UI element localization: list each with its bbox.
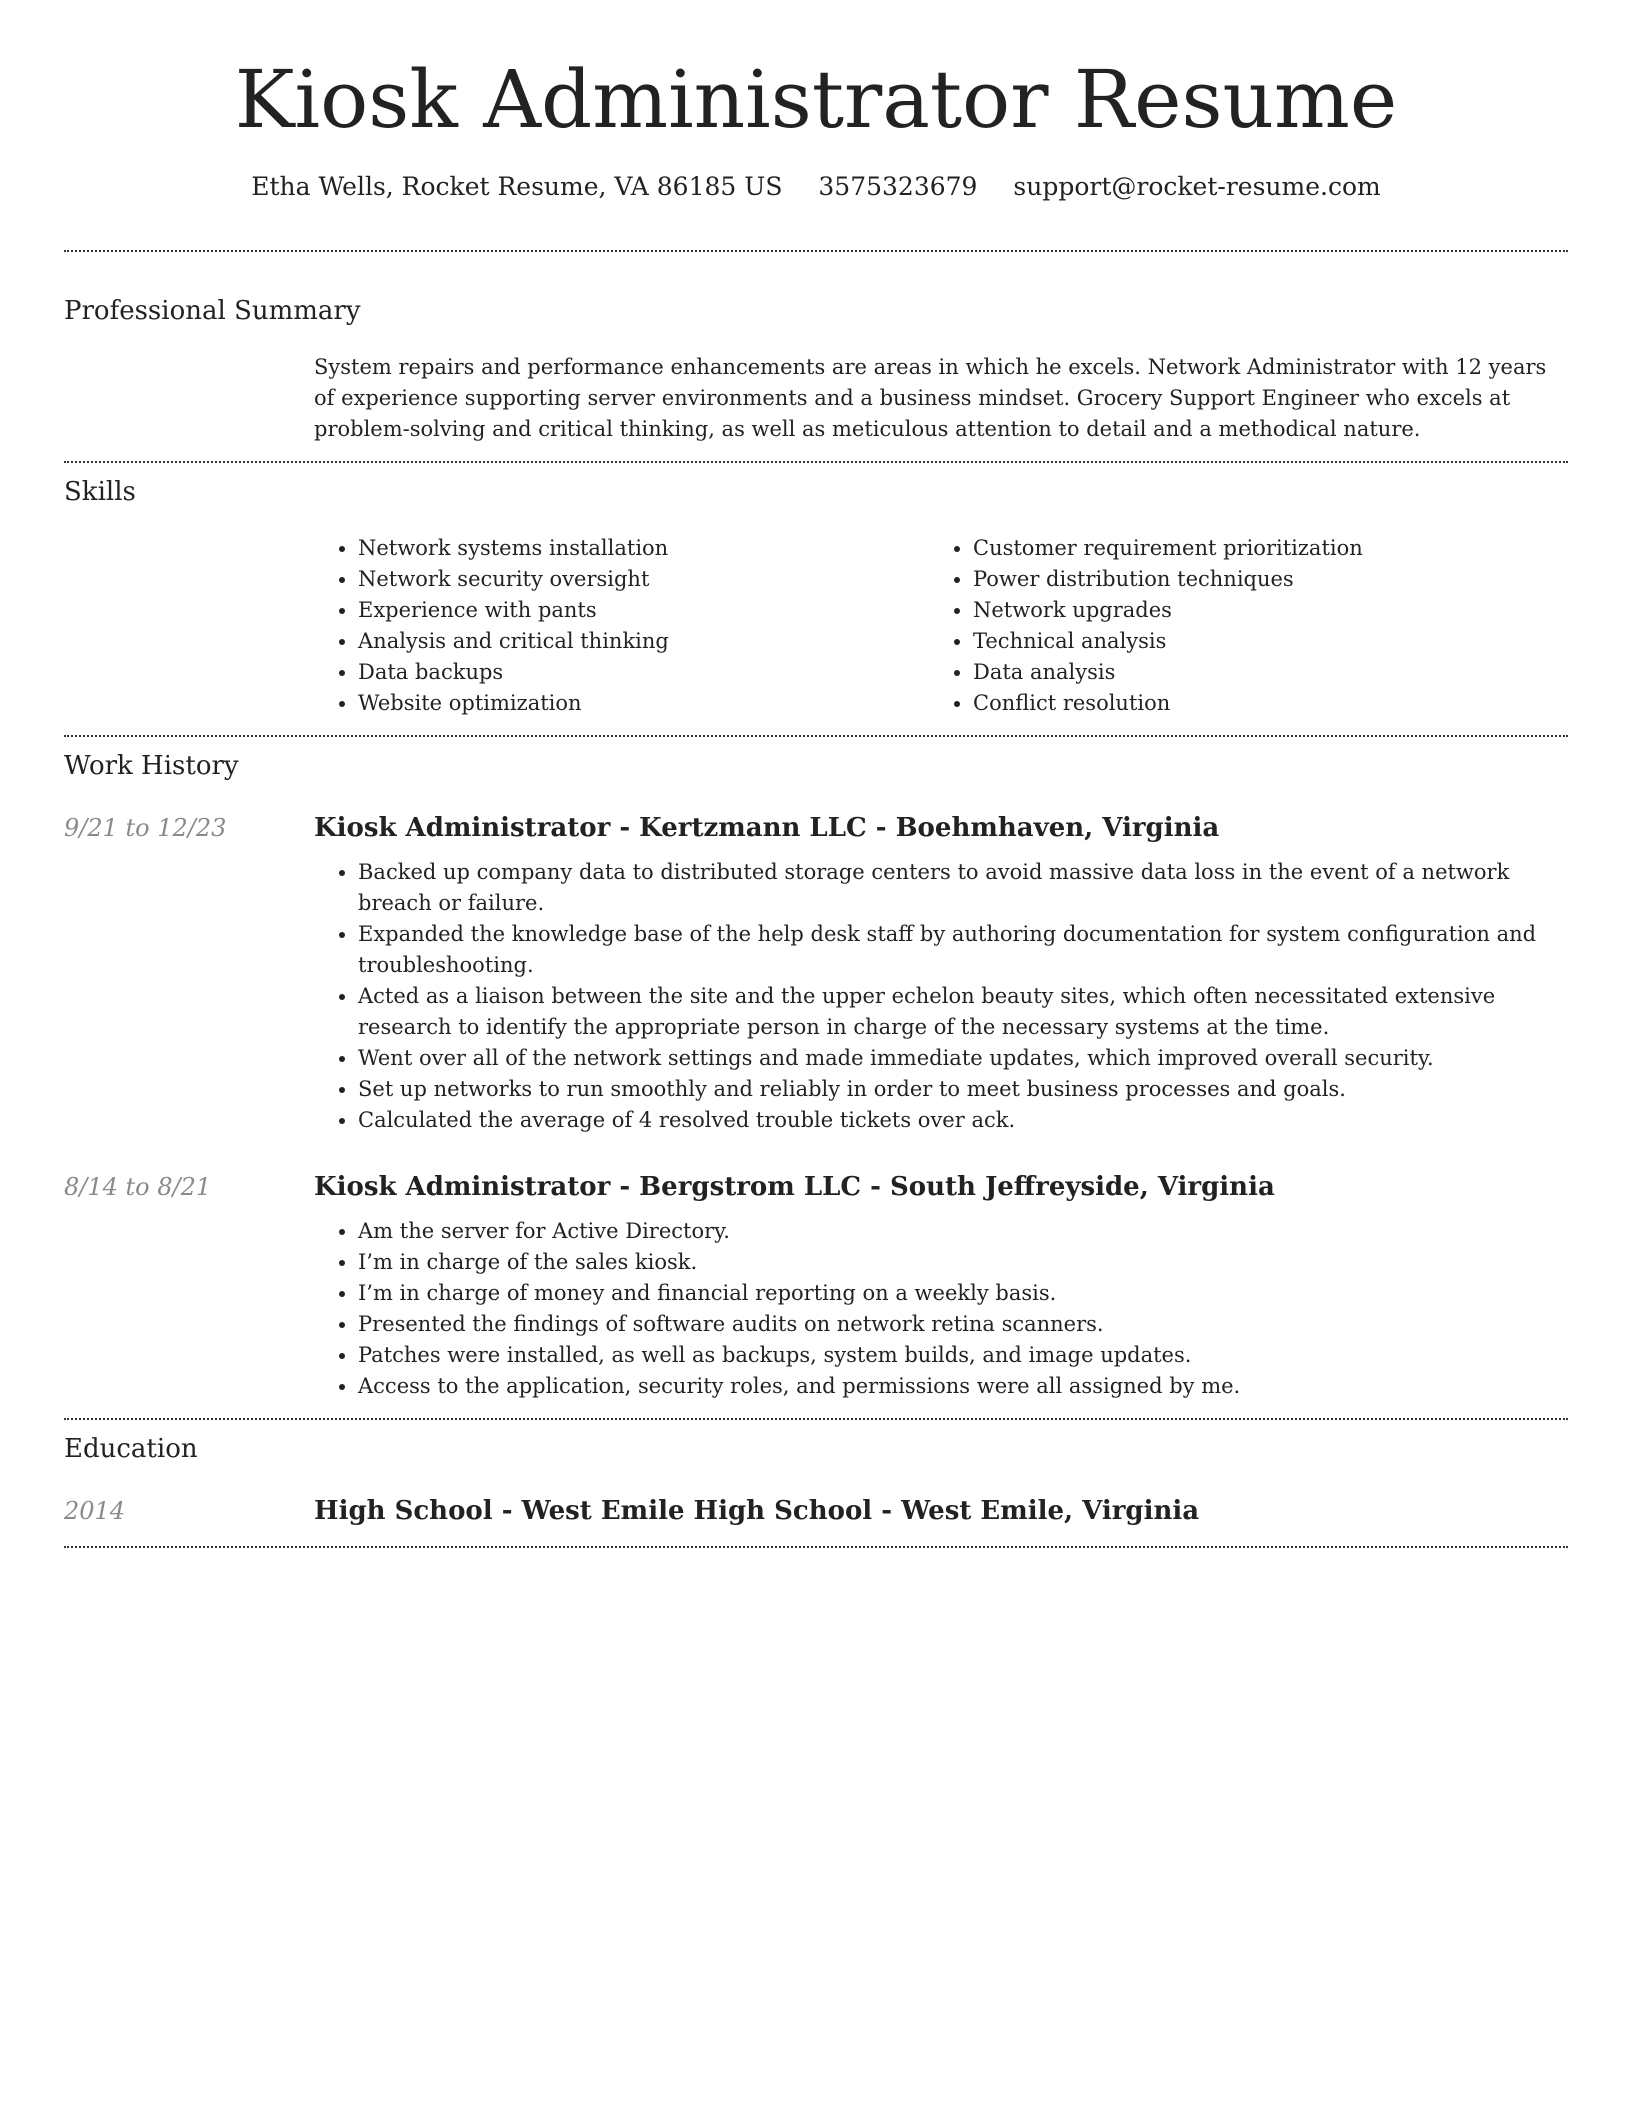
section-heading-work: Work History (64, 751, 239, 781)
skills-section (64, 463, 1568, 735)
job-title: Kiosk Administrator - Kertzmann LLC - Boehmhaven, Virginia (314, 813, 1220, 843)
education-year: 2014 (64, 1497, 126, 1525)
job-bullet: • Calculated the average of 4 resolved trouble tickets over ack. (358, 1105, 1568, 1136)
contact-email: support@rocket-resume.com (1013, 172, 1381, 201)
skill-item: • Power distribution techniques (973, 564, 1544, 595)
job-bullet: • Access to the application, security roles, and permissions were all assigned by me. (358, 1371, 1568, 1402)
education-entry (64, 1494, 1568, 1528)
job-bullet: • I’m in charge of money and financial reporting on a weekly basis. (358, 1278, 1568, 1309)
section-heading-summary: Professional Summary (64, 296, 361, 326)
job-bullet: • Acted as a liaison between the site and the upper echelon beauty sites, which often necessitated extensive research to identify the appropriate person in charge of the necessary systems at the time. (358, 981, 1568, 1043)
job-bullet: • Backed up company data to distributed storage centers to avoid massive data loss in the event of a network breach or failure. (358, 857, 1568, 919)
skill-item: • Conflict resolution (973, 688, 1544, 719)
contact-phone: 3575323679 (818, 172, 978, 201)
education-title: High School - West Emile High School - West Emile, Virginia (314, 1496, 1200, 1526)
skill-item: • Network upgrades (973, 595, 1544, 626)
job-entry (64, 811, 1568, 1136)
summary-text: System repairs and performance enhancements are areas in which he excels. Network Administrator with 12 years of experience supporting server environments and a business mindset. Grocery Support Engineer who excels at problem-solving and critical thinking, as well as meticulous attention to detail and a methodical nature. (314, 355, 1547, 441)
skill-item: • Network security oversight (358, 564, 929, 595)
job-bullet: • Am the server for Active Directory. (358, 1216, 1568, 1247)
resume-header (64, 0, 1568, 204)
job-title: Kiosk Administrator - Bergstrom LLC - South Jeffreyside, Virginia (314, 1172, 1275, 1202)
skills-grid (314, 533, 1568, 719)
contact-line (64, 170, 1568, 204)
job-bullet-list (314, 1216, 1568, 1402)
skill-item: • Experience with pants (358, 595, 929, 626)
skill-item: • Data analysis (973, 657, 1544, 688)
section-heading-education: Education (64, 1434, 198, 1464)
job-body (314, 1170, 1568, 1402)
professional-summary-section (64, 252, 1568, 461)
skill-item: • Network systems installation (358, 533, 929, 564)
education-section (64, 1420, 1568, 1546)
section-heading-skills: Skills (64, 477, 136, 507)
job-bullet: • Expanded the knowledge base of the help desk staff by authoring documentation for system configuration and troubleshooting. (358, 919, 1568, 981)
skills-list-left (314, 533, 929, 719)
job-bullet: • Patches were installed, as well as backups, system builds, and image updates. (358, 1340, 1568, 1371)
job-bullet: • Set up networks to run smoothly and reliably in order to meet business processes and goals. (358, 1074, 1568, 1105)
skill-item: • Data backups (358, 657, 929, 688)
skill-item: • Analysis and critical thinking (358, 626, 929, 657)
resume-title: Kiosk Administrator Resume (234, 53, 1398, 146)
skill-item: • Website optimization (358, 688, 929, 719)
job-entry (64, 1170, 1568, 1402)
job-body (314, 811, 1568, 1136)
job-bullet: • Went over all of the network settings and made immediate updates, which improved overall security. (358, 1043, 1568, 1074)
skill-item: • Customer requirement prioritization (973, 533, 1544, 564)
contact-address: Etha Wells, Rocket Resume, VA 86185 US (251, 172, 783, 201)
skill-item: • Technical analysis (973, 626, 1544, 657)
job-bullet: • I’m in charge of the sales kiosk. (358, 1247, 1568, 1278)
education-body (314, 1494, 1568, 1528)
job-dates: 9/21 to 12/23 (64, 814, 227, 842)
job-dates: 8/14 to 8/21 (64, 1173, 212, 1201)
job-bullet: • Presented the findings of software audits on network retina scanners. (358, 1309, 1568, 1340)
job-bullet-list (314, 857, 1568, 1136)
work-history-section (64, 737, 1568, 1418)
section-divider (64, 1546, 1568, 1548)
skills-list-right (929, 533, 1544, 719)
